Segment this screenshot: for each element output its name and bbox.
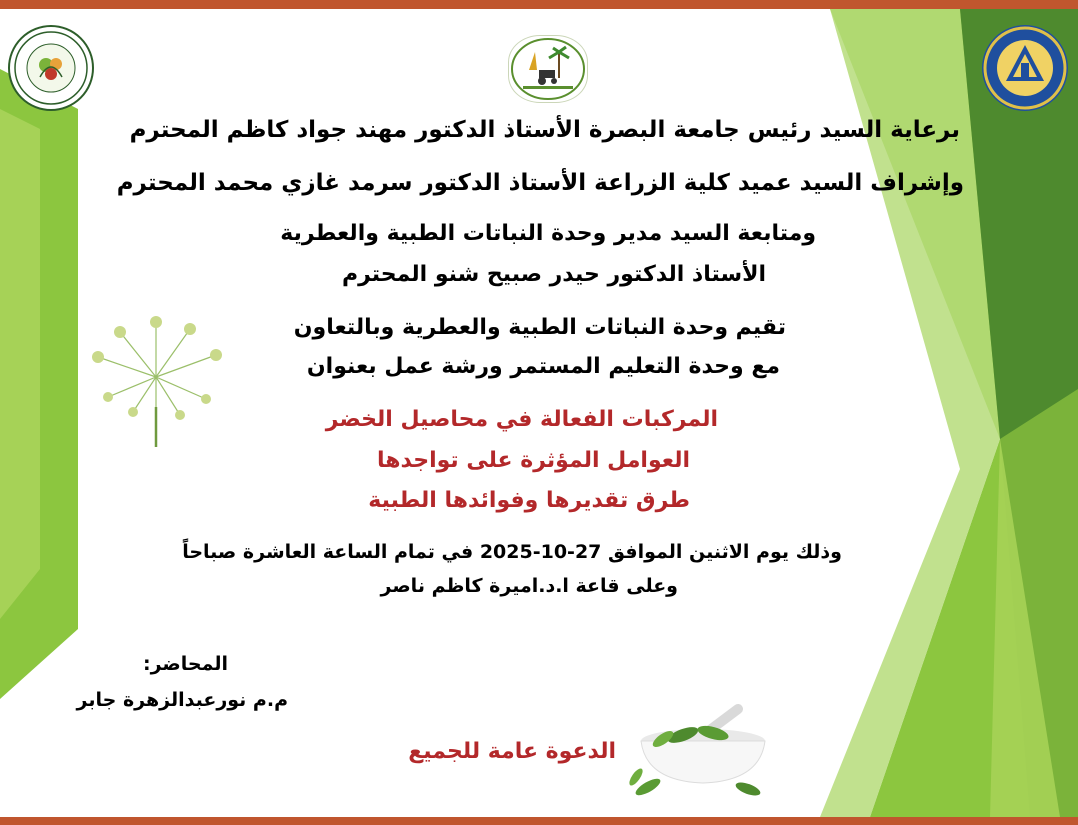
dill-plant-icon	[78, 307, 228, 452]
slide-canvas	[0, 9, 1078, 817]
schedule-venue-line: وعلى قاعة ا.د.اميرة كاظم ناصر	[380, 575, 678, 597]
workshop-title-line-1: المركبات الفعالة في محاصيل الخضر	[325, 407, 718, 432]
supervision-line: وإشراف السيد عميد كلية الزراعة الأستاذ الدكتور سرمد غازي محمد المحترم	[116, 170, 964, 196]
schedule-date-line: وذلك يوم الاثنين الموافق 27-10-2025 في تمام الساعة العاشرة صباحاً	[182, 541, 842, 563]
university-seal-logo-right	[982, 25, 1068, 111]
lecturer-label: المحاضر:	[143, 653, 228, 675]
workshop-title-line-2: العوامل المؤثرة على تواجدها	[376, 448, 690, 473]
college-seal-logo-left	[8, 25, 94, 111]
university-seal-icon	[982, 25, 1068, 111]
organizer-line-2: مع وحدة التعليم المستمر ورشة عمل بعنوان	[306, 354, 780, 379]
lecturer-name: م.م نورعبدالزهرة جابر	[76, 689, 288, 711]
organizer-line-1: تقيم وحدة النباتات الطبية والعطرية وبالتعاون	[293, 315, 786, 340]
mortar-herbs-icon	[628, 699, 778, 799]
college-seal-icon	[10, 27, 92, 109]
followup-line-2: الأستاذ الدكتور حيدر صبيح شنو المحترم	[341, 262, 766, 287]
followup-line-1: ومتابعة السيد مدير وحدة النباتات الطبية والعطرية	[280, 221, 816, 246]
college-emblem-logo-center	[508, 35, 588, 103]
open-invitation-text: الدعوة عامة للجميع	[408, 739, 616, 764]
workshop-title-line-3: طرق تقديرها وفوائدها الطبية	[368, 488, 690, 513]
tractor-palm-emblem-icon	[509, 36, 587, 102]
patronage-line: برعاية السيد رئيس جامعة البصرة الأستاذ الدكتور مهند جواد كاظم المحترم	[129, 117, 960, 143]
